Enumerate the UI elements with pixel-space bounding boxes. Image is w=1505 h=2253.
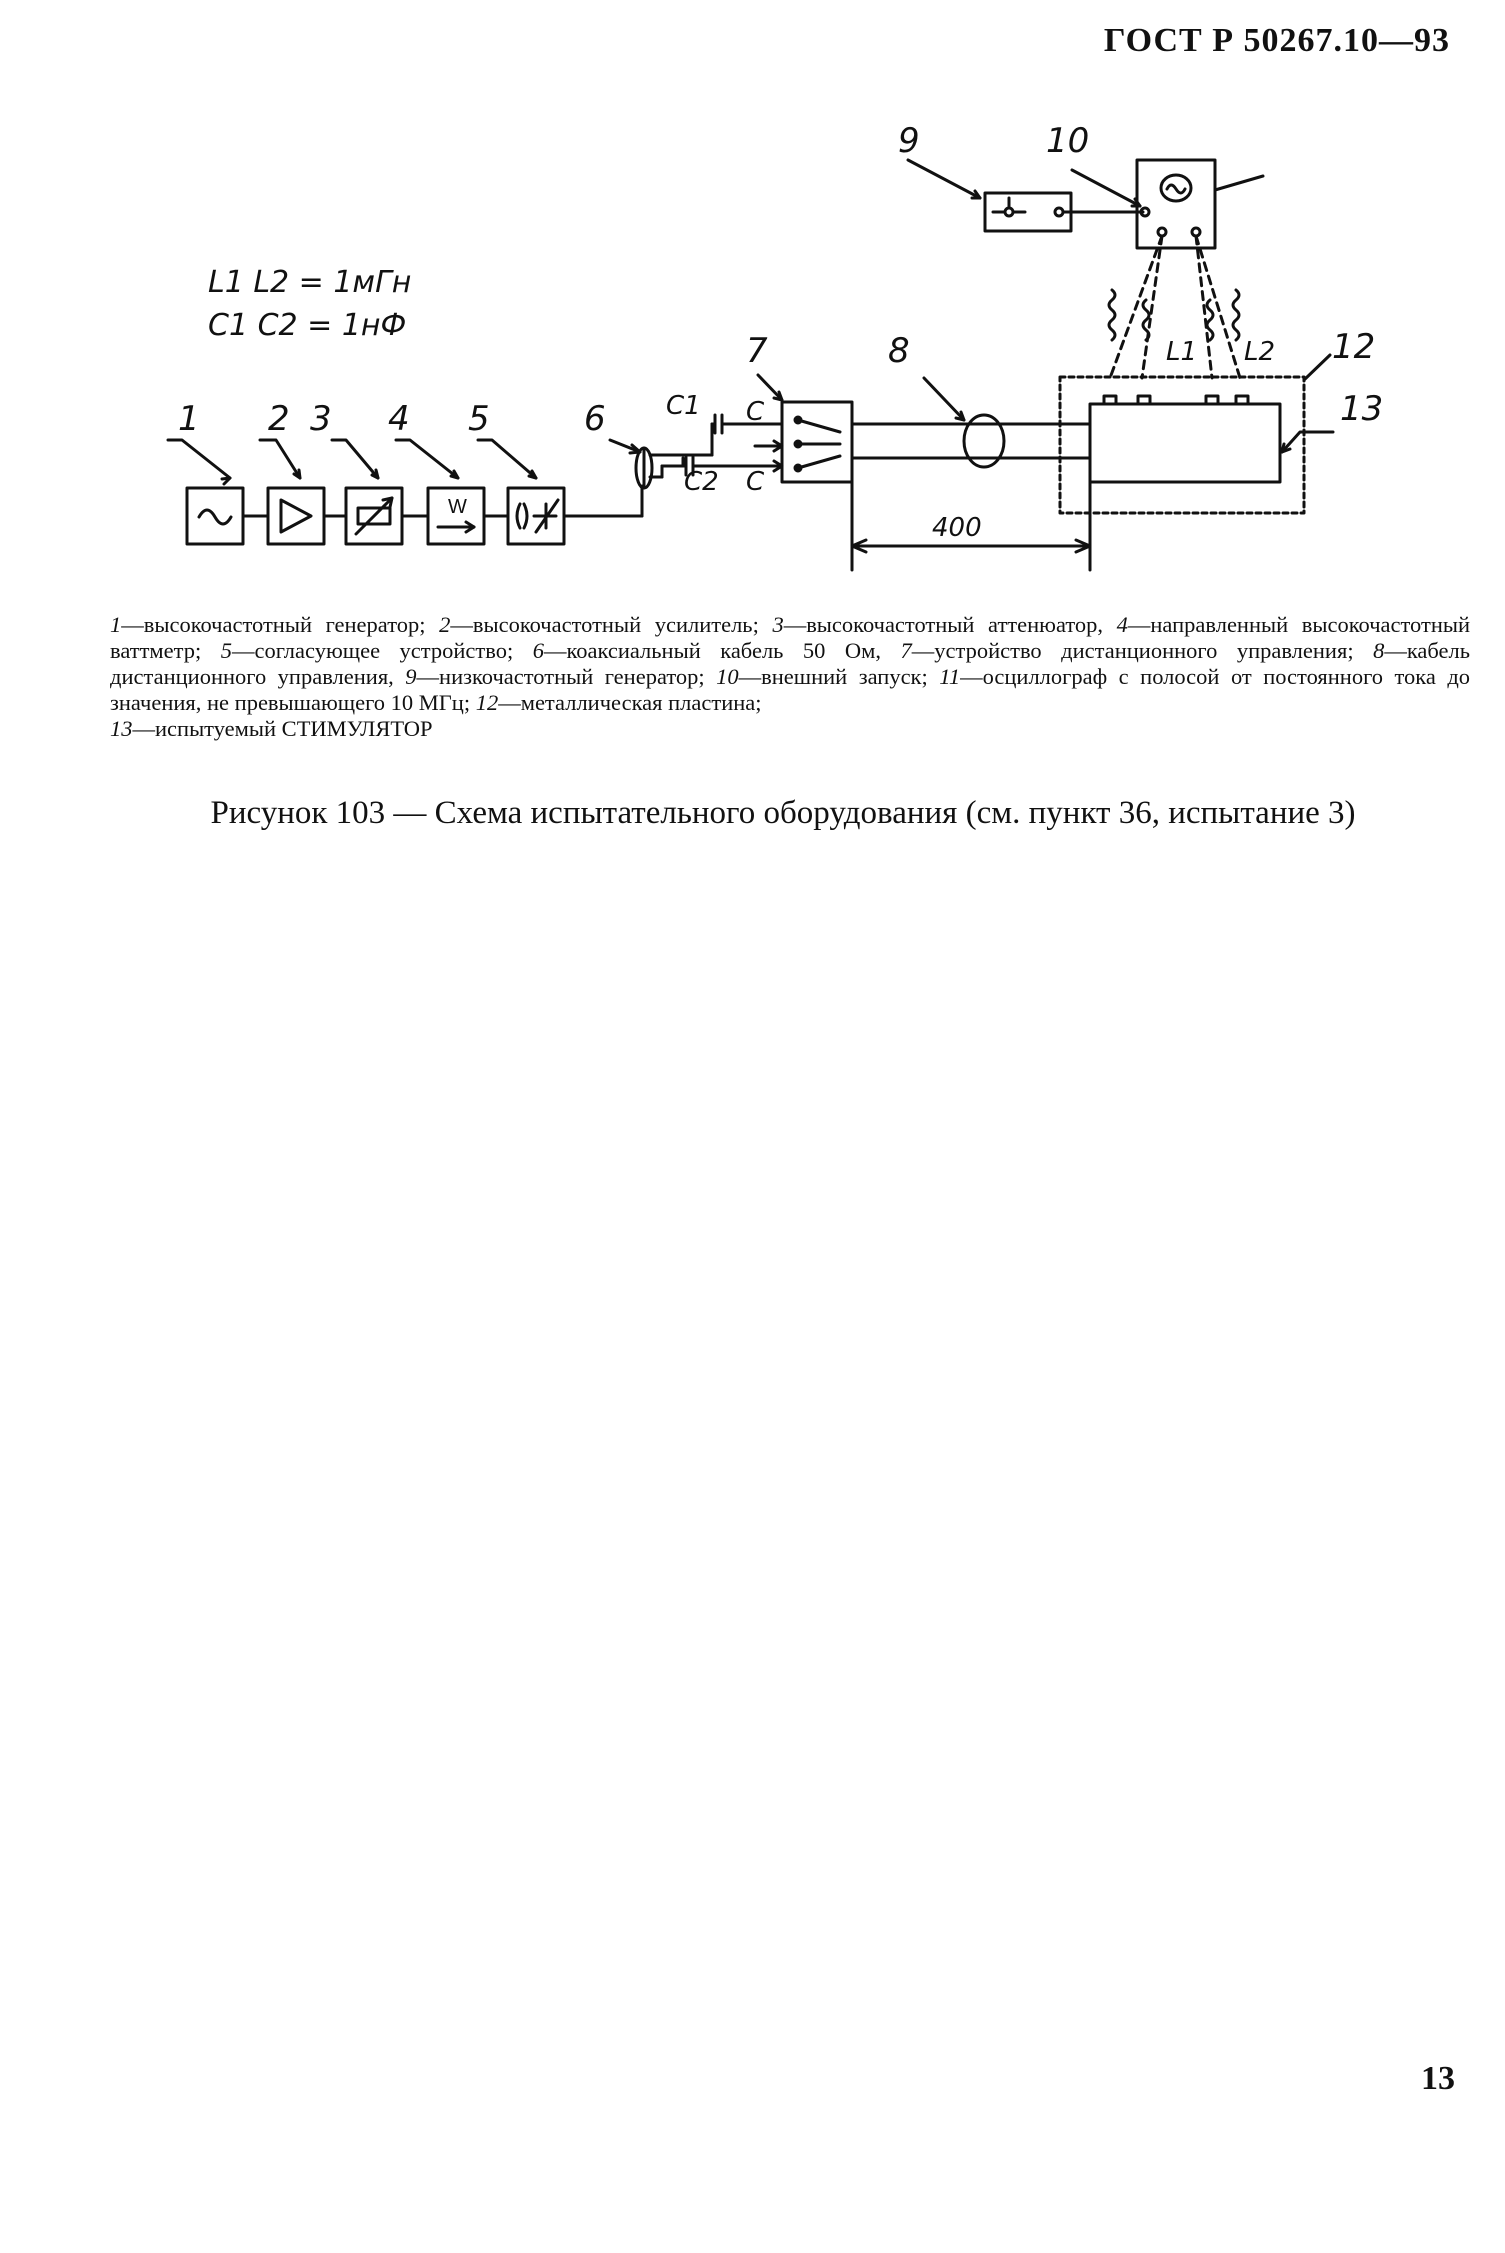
legend-num: 10: [716, 664, 739, 689]
terminal-c-top: C: [746, 397, 765, 427]
hf-generator-block: [187, 488, 243, 544]
param-capacitance: C1 C2 = 1нФ: [208, 308, 407, 343]
label-3: 3: [310, 399, 332, 439]
lf-generator-block: [985, 193, 1071, 231]
legend-num: 13: [110, 716, 133, 741]
label-13: 13: [1340, 389, 1384, 429]
legend-text: —низкочастотный генератор;: [416, 664, 705, 689]
label-10: 10: [1046, 121, 1090, 161]
label-6: 6: [584, 399, 606, 439]
label-8: 8: [888, 331, 910, 371]
legend-text: —высокочастотный генератор;: [121, 612, 426, 637]
param-inductance: L1 L2 = 1мГн: [208, 265, 412, 300]
legend-num: 3: [772, 612, 784, 637]
document-code: ГОСТ Р 50267.10—93: [1103, 22, 1450, 59]
legend-text: —кабель дистанционного управления,: [110, 638, 1471, 689]
legend-num: 1: [110, 612, 122, 637]
legend-num: 11: [939, 664, 961, 689]
label-7: 7: [746, 331, 768, 371]
terminal-c-bottom: C: [746, 467, 765, 497]
legend-num: 4: [1116, 612, 1128, 637]
metal-plate: [1060, 377, 1304, 513]
legend-text: —высокочастотный усилитель;: [450, 612, 759, 637]
figure-legend: [110, 612, 1470, 742]
label-5: 5: [468, 399, 490, 439]
legend-num: 5: [220, 638, 232, 663]
label-12: 12: [1332, 327, 1376, 367]
legend-last-line: [110, 716, 1470, 742]
stimulator-block: [1090, 404, 1280, 482]
label-1: 1: [178, 399, 200, 439]
label-4: 4: [388, 399, 410, 439]
legend-text: —коаксиальный кабель 50 Ом,: [543, 638, 882, 663]
dimension-400: 400: [932, 513, 982, 543]
legend-text: —металлическая пластина;: [498, 690, 762, 715]
test-equipment-diagram: [0, 0, 1505, 620]
directional-wattmeter-block: [428, 488, 484, 544]
legend-num: 12: [475, 690, 499, 715]
legend-num: 7: [900, 638, 912, 663]
legend-text: —устройство дистанционного управления;: [911, 638, 1354, 663]
legend-text: —внешний запуск;: [738, 664, 928, 689]
coil-l2-label: L2: [1244, 337, 1276, 367]
cap-c1-label: C1: [666, 391, 701, 421]
figure-caption: Рисунок 103 — Схема испытательного оборудования (см. пункт 36, испытание 3): [210, 795, 1356, 831]
legend-num: 6: [532, 638, 544, 663]
legend-text: —испытуемый СТИМУЛЯТОР: [132, 716, 433, 741]
matching-device-block: [508, 488, 564, 544]
legend-text: —согласующее устройство;: [231, 638, 514, 663]
legend-num: 8: [1373, 638, 1385, 663]
label-9: 9: [898, 121, 920, 161]
watt-symbol: W: [448, 496, 467, 518]
oscilloscope-block: [1137, 160, 1215, 248]
legend-text: —направленный высокочастотный ваттметр;: [110, 612, 1471, 663]
remote-control-block: [782, 402, 852, 482]
legend-text: —высокочастотный аттенюатор,: [783, 612, 1104, 637]
legend-num: 2: [439, 612, 451, 637]
cap-c2-label: C2: [684, 467, 719, 497]
coil-l1-label: L1: [1166, 337, 1198, 367]
label-2: 2: [268, 399, 290, 439]
legend-num: 9: [405, 664, 417, 689]
page-number: 13: [1421, 2060, 1455, 2097]
legend-text: —осциллограф с полосой от постоянного тока до значения, не превышающего 10 МГц;: [110, 664, 1471, 715]
hf-amplifier-block: [268, 488, 324, 544]
hf-attenuator-block: [346, 488, 402, 544]
